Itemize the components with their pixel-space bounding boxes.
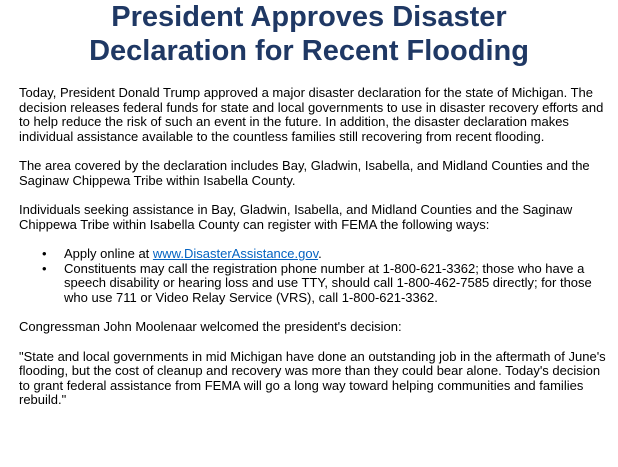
paragraph-congressman-intro: Congressman John Moolenaar welcomed the president's decision: — [19, 319, 402, 334]
bullet-icon: • — [42, 246, 47, 261]
disaster-assistance-link[interactable]: www.DisasterAssistance.gov — [152, 246, 319, 261]
registration-methods-list — [19, 247, 609, 305]
congressman-quote: "State and local governments in mid Michigan have done an outstanding job in the aftermath of June's flooding, but the cost of cleanup and recovery was more than they could bear alone. Today's decision to grant federal assistance from FEMA will go a long way toward helping communities and families rebuild." — [19, 348, 606, 407]
bullet-icon: • — [42, 260, 47, 276]
paragraph-coverage-area: The area covered by the declaration includes Bay, Gladwin, Isabella, and Midland Counties and the Saginaw Chippewa Tribe within Isabella County. — [19, 158, 590, 188]
apply-online-prefix: Apply online at — [64, 246, 153, 261]
paragraph-registration-intro: Individuals seeking assistance in Bay, Gladwin, Isabella, and Midland Counties and the Saginaw Chippewa Tribe within Isabella County can register with FEMA the following ways: — [19, 202, 573, 232]
title-line-1: President Approves Disaster — [111, 1, 507, 33]
phone-registration-text: Constituents may call the registration phone number at 1-800-621-3362; those who have a speech disability or hearing loss and use TTY, should call 1-800-462-7585 directly; for those who use 711 or Video Relay Service (VRS), call 1-800-621-3362. — [64, 260, 592, 305]
list-item-phone-registration — [42, 260, 609, 306]
title-line-2: Declaration for Recent Flooding — [89, 35, 529, 67]
page-title — [0, 0, 618, 68]
paragraph-announcement: Today, President Donald Trump approved a major disaster declaration for the state of Michigan. The decision releases federal funds for state and local governments to use in disaster recovery efforts and to help reduce the risk of such an event in the future. In addition, the disaster declaration makes individual assistance available to the countless families still recovering from recent flooding. — [19, 85, 604, 144]
apply-online-suffix: . — [318, 246, 322, 261]
list-item-apply-online — [42, 246, 609, 262]
article-body — [19, 86, 609, 423]
